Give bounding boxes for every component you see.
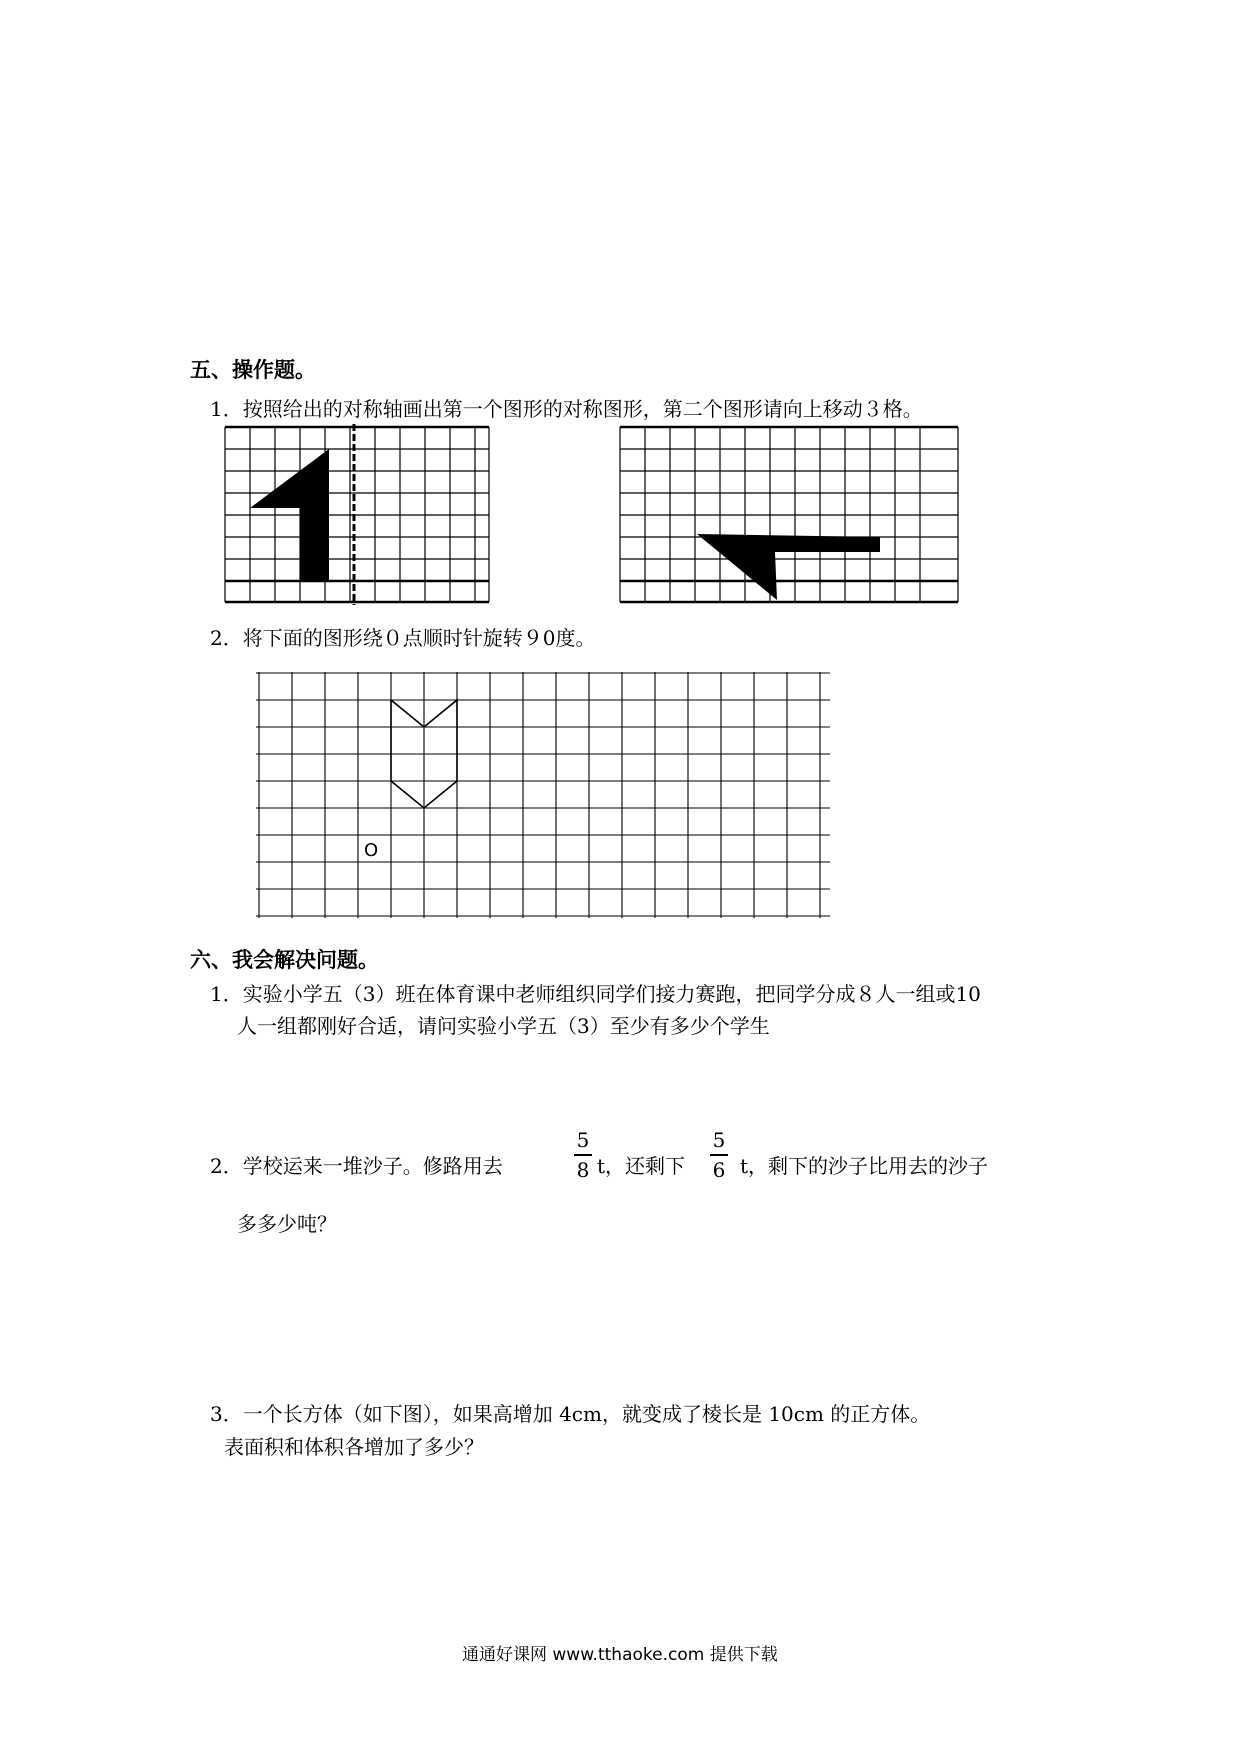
question-6-3-line2: 表面积和体积各增加了多少？ — [224, 1435, 484, 1459]
question-6-2-part2: t，还剩下 — [597, 1154, 686, 1178]
question-6-1-line1: 1．实验小学五（3）班在体育课中老师组织同学们接力赛跑，把同学分成８人一组或10 — [210, 982, 981, 1006]
section-six-title: 六、我会解决问题。 — [190, 948, 379, 972]
fraction-2-bar — [710, 1154, 728, 1156]
shape-arrow — [697, 534, 880, 600]
fraction-1-bar — [574, 1154, 592, 1156]
footer-text: 通通好课网 www.tthaoke.com 提供下载 — [462, 1645, 778, 1665]
question-5-2: 2．将下面的图形绕０点顺时针旋转９0度。 — [210, 626, 596, 650]
grid-figure-1 — [222, 424, 492, 605]
fraction-2-denominator: 6 — [712, 1157, 726, 1182]
grid-figure-3 — [256, 670, 832, 920]
question-6-3-line1: 3．一个长方体（如下图），如果高增加 4cm，就变成了棱长是 10cm 的正方体。 — [210, 1402, 931, 1426]
fraction-1-numerator: 5 — [576, 1128, 590, 1152]
question-6-2-part1: 2．学校运来一堆沙子。修路用去 — [210, 1154, 503, 1178]
grid-figure-2 — [617, 424, 961, 605]
section-five-title: 五、操作题。 — [190, 358, 316, 382]
question-5-1: 1．按照给出的对称轴画出第一个图形的对称图形，第二个图形请向上移动３格。 — [210, 397, 923, 421]
fraction-2-numerator: 5 — [712, 1128, 726, 1152]
fraction-five-eighths — [572, 1128, 594, 1182]
question-6-2-part3: t，剩下的沙子比用去的沙子 — [740, 1154, 989, 1178]
fraction-1-denominator: 8 — [576, 1157, 590, 1182]
fraction-five-sixths — [708, 1128, 730, 1182]
point-o-label: O — [364, 840, 379, 861]
question-6-1-line2: 人一组都刚好合适，请问实验小学五（3）至少有多少个学生 — [237, 1014, 770, 1038]
question-6-2-line2: 多多少吨？ — [237, 1212, 337, 1236]
